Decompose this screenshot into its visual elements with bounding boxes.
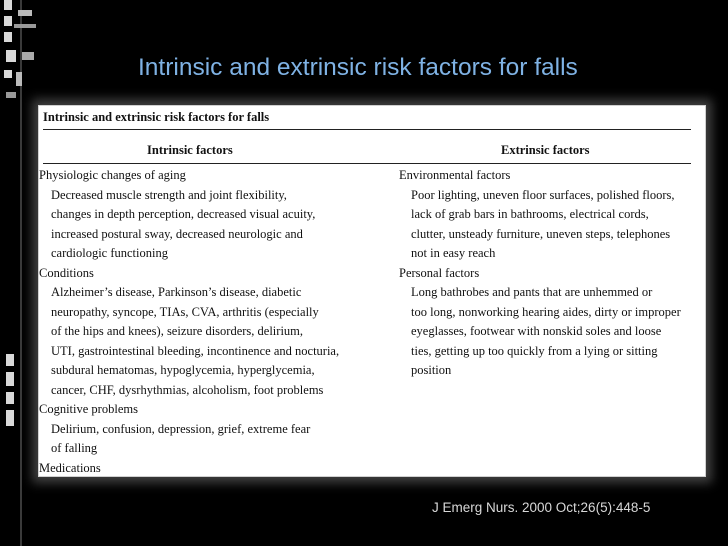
extrinsic-item: Long bathrobes and pants that are unhemmed or — [411, 285, 653, 299]
intrinsic-item: Alzheimer’s disease, Parkinson’s disease, diabetic — [51, 285, 302, 299]
intrinsic-item: neuropathy, syncope, TIAs, CVA, arthritis (especially — [51, 304, 319, 319]
extrinsic-header: Extrinsic factors — [501, 143, 590, 157]
decorative-bars — [0, 0, 42, 546]
top-rule — [43, 129, 691, 130]
intrinsic-category: Medications — [39, 460, 101, 475]
intrinsic-item: of the hips and knees), seizure disorders, delirium, — [51, 324, 304, 338]
extrinsic-item: Poor lighting, uneven floor surfaces, polished floors, — [411, 187, 675, 202]
intrinsic-item: of falling — [51, 441, 98, 455]
intrinsic-category: Physiologic changes of aging — [39, 168, 186, 182]
extrinsic-item: clutter, unsteady furniture, uneven steps, telephones — [411, 226, 671, 241]
header-rule — [43, 163, 691, 164]
intrinsic-item: increased postural sway, decreased neurologic and — [51, 226, 303, 241]
intrinsic-item: subdural hematomas, hypoglycemia, hyperglycemia, — [51, 363, 315, 377]
extrinsic-column — [399, 166, 681, 381]
intrinsic-item: changes in depth perception, decreased visual acuity, — [51, 207, 316, 221]
intrinsic-item: cardiologic functioning — [51, 246, 168, 260]
intrinsic-column — [39, 166, 339, 477]
intrinsic-item: Delirium, confusion, depression, grief, extreme fear — [51, 421, 311, 436]
risk-factors-table — [38, 105, 706, 477]
extrinsic-item: position — [411, 363, 452, 377]
extrinsic-category: Environmental factors — [399, 168, 511, 182]
extrinsic-category: Personal factors — [399, 265, 480, 280]
extrinsic-item: too long, nonworking hearing aides, dirty or improper — [411, 304, 681, 319]
intrinsic-item: UTI, gastrointestinal bleeding, incontinence and nocturia, — [51, 343, 340, 358]
intrinsic-category: Conditions — [39, 265, 94, 280]
extrinsic-item: not in easy reach — [411, 246, 496, 260]
table-title: Intrinsic and extrinsic risk factors for falls — [43, 110, 270, 124]
extrinsic-item: eyeglasses, footwear with nonskid soles and loose — [411, 324, 662, 338]
extrinsic-item: lack of grab bars in bathrooms, electrical cords, — [411, 207, 649, 221]
intrinsic-category: Cognitive problems — [39, 402, 138, 416]
extrinsic-item: ties, getting up too quickly from a lying or sitting — [411, 343, 658, 358]
intrinsic-item: cancer, CHF, dysrhythmias, alcoholism, foot problems — [51, 382, 324, 397]
intrinsic-item: Decreased muscle strength and joint flexibility, — [51, 187, 287, 202]
intrinsic-header: Intrinsic factors — [147, 143, 233, 157]
citation: J Emerg Nurs. 2000 Oct;26(5):448-5 — [432, 500, 651, 515]
slide-title: Intrinsic and extrinsic risk factors for falls — [138, 54, 578, 81]
